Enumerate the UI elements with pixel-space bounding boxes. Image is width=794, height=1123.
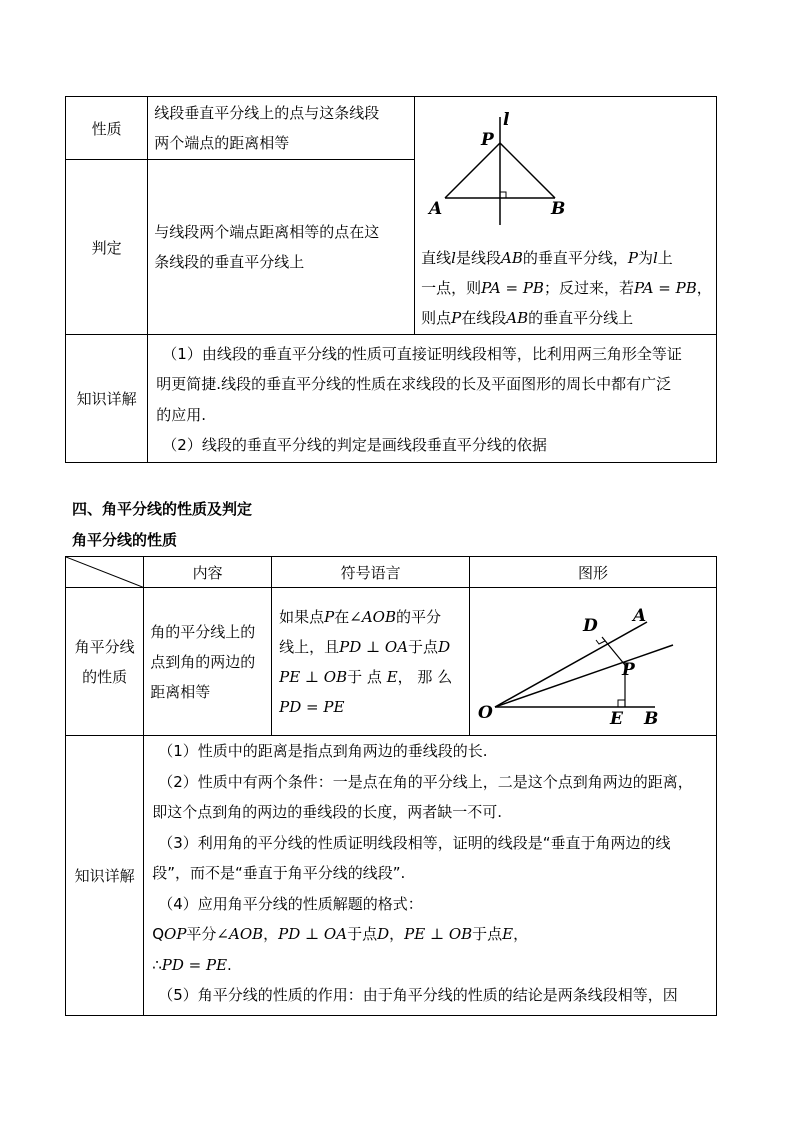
detail2-text: 于点 bbox=[347, 925, 378, 943]
perpendicular-bisector-table bbox=[65, 96, 717, 463]
label-p: P bbox=[481, 130, 494, 150]
detail2-var: ∠AOB bbox=[216, 925, 264, 943]
symbol-text: 于点 bbox=[408, 637, 439, 656]
subsection-title: 角平分线的性质 bbox=[72, 531, 178, 549]
property-label: 性质 bbox=[91, 119, 122, 138]
detail2-line-9: （5）角平分线的性质的作用：由于角平分线的性质的结论是两条线段相等，因 bbox=[158, 986, 678, 1004]
label-o: O bbox=[478, 703, 493, 723]
angle-bisector-figure bbox=[470, 588, 715, 734]
detail-line-2: 明更简捷.线段的垂直平分线的性质在求线段的长及平面图形的周长中都有广泛 bbox=[156, 375, 672, 393]
bisector-caption bbox=[421, 243, 712, 333]
bisector-figure-cell bbox=[415, 97, 717, 335]
right-angle-mark-d bbox=[596, 640, 605, 644]
symbol-text: 的平分 bbox=[395, 607, 441, 626]
segment-pa bbox=[445, 143, 500, 198]
detail2-var: OP bbox=[164, 925, 187, 943]
detail2-text: ， bbox=[263, 925, 279, 943]
label-e: E bbox=[610, 709, 624, 729]
caption-text: 为 bbox=[637, 249, 653, 267]
detail2-line-2: （2）性质中有两个条件：一是点在角的平分线上，二是这个点到角两边的距离， bbox=[158, 772, 693, 791]
perpendicular-bisector-figure bbox=[415, 97, 715, 227]
caption-line-3 bbox=[421, 303, 712, 333]
detail2-line-3: 即这个点到角的两边的垂线段的长度，两者缺一不可. bbox=[152, 803, 502, 821]
symbol-text: 在 bbox=[334, 607, 350, 626]
header-content: 内容 bbox=[144, 557, 272, 588]
detail2-text: ∴ bbox=[152, 955, 162, 974]
symbol-text: 于 点 bbox=[347, 667, 382, 686]
detail2-line-4: （3）利用角的平分线的性质证明线段相等，证明的线段是“垂直于角两边的线 bbox=[158, 833, 671, 852]
caption-text: 的垂直平分线上 bbox=[528, 309, 634, 327]
content-line-2: 点到角的两边的 bbox=[150, 652, 256, 671]
symbol-text: 如果点 bbox=[279, 607, 325, 626]
detail2-text-cell bbox=[144, 736, 717, 1016]
caption-var: l bbox=[652, 249, 658, 267]
angle-bisector-table bbox=[65, 556, 717, 1016]
detail2-var: PE ⊥ OB bbox=[404, 925, 473, 943]
detail2-var: E bbox=[502, 925, 514, 943]
caption-text: 一点，则 bbox=[421, 279, 482, 297]
content-line-1: 角的平分线上的 bbox=[150, 622, 256, 641]
detail-label: 知识详解 bbox=[76, 390, 137, 408]
detail-line-1: （1）由线段的垂直平分线的性质可直接证明线段相等，比利用两三角形全等证 bbox=[162, 344, 682, 363]
row-label-line-2: 的性质 bbox=[82, 667, 128, 686]
caption-text: 是线段 bbox=[455, 249, 501, 267]
detail2-var: PD = PE bbox=[161, 955, 228, 974]
caption-text: 上 bbox=[657, 249, 673, 267]
symbol-var: PD ⊥ OA bbox=[339, 637, 409, 656]
caption-text: ；反过来，若 bbox=[543, 279, 634, 297]
symbol-line-1 bbox=[279, 602, 462, 632]
label-d: D bbox=[583, 616, 598, 636]
symbol-line-3 bbox=[279, 662, 462, 692]
content-cell bbox=[144, 588, 272, 736]
bisector-op bbox=[495, 645, 673, 707]
caption-var: l bbox=[451, 249, 456, 267]
detail2-text: ， bbox=[513, 925, 529, 943]
judgement-label: 判定 bbox=[91, 238, 122, 257]
segment-pb bbox=[500, 143, 555, 198]
detail-text-cell bbox=[148, 335, 717, 463]
judgement-text-line-1: 与线段两个端点距离相等的点在这 bbox=[154, 223, 380, 241]
symbol-line-2 bbox=[279, 632, 462, 662]
caption-line-1 bbox=[421, 243, 712, 273]
property-label-cell bbox=[66, 97, 148, 160]
right-angle-mark bbox=[500, 192, 506, 198]
detail2-line-5: 段”，而不是“垂直于角平分线的线段”. bbox=[152, 864, 406, 882]
symbol-var: PE ⊥ OB bbox=[279, 667, 348, 686]
caption-text: 在线段 bbox=[461, 309, 507, 327]
property-text-line-2: 两个端点的距离相等 bbox=[154, 134, 290, 152]
caption-text: ， bbox=[696, 279, 712, 297]
diagonal-header-cell bbox=[66, 557, 144, 588]
judgement-text-cell bbox=[148, 160, 415, 335]
detail2-text: 于点 bbox=[472, 925, 503, 943]
diagonal-line bbox=[66, 557, 145, 588]
detail2-var: PD ⊥ OA bbox=[278, 925, 348, 943]
label-b: B bbox=[551, 199, 566, 219]
caption-var: P bbox=[451, 309, 462, 327]
caption-text: 直线 bbox=[421, 249, 452, 267]
label-p: P bbox=[622, 660, 635, 680]
caption-text: 的垂直平分线， bbox=[522, 249, 628, 267]
property-text-line-1: 线段垂直平分线上的点与这条线段 bbox=[154, 104, 380, 122]
symbol-text: ， 那 么 bbox=[397, 667, 453, 686]
content-line-3: 距离相等 bbox=[150, 682, 211, 701]
row-label-line-1: 角平分线 bbox=[74, 637, 135, 656]
angle-figure-cell bbox=[470, 588, 717, 736]
header-symbol: 符号语言 bbox=[272, 557, 470, 588]
caption-var: PA = PB bbox=[481, 279, 544, 297]
caption-var: AB bbox=[501, 249, 523, 267]
detail2-line-1: （1）性质中的距离是指点到角两边的垂线段的长. bbox=[158, 742, 488, 760]
judgement-label-cell bbox=[66, 160, 148, 335]
symbol-var: P bbox=[324, 607, 335, 626]
caption-var: AB bbox=[506, 309, 529, 327]
caption-line-2 bbox=[421, 273, 712, 303]
caption-var: PA = PB bbox=[633, 279, 697, 297]
detail-line-4: （2）线段的垂直平分线的判定是画线段垂直平分线的依据 bbox=[162, 436, 547, 454]
symbol-var: PD = PE bbox=[279, 697, 345, 716]
detail2-line-8 bbox=[152, 950, 710, 981]
detail2-label: 知识详解 bbox=[74, 867, 135, 885]
label-a: A bbox=[633, 606, 647, 626]
symbol-var: ∠AOB bbox=[349, 607, 396, 626]
caption-text: 则点 bbox=[421, 309, 452, 327]
label-a: A bbox=[429, 199, 443, 219]
detail2-text: Q bbox=[152, 925, 165, 943]
symbol-cell bbox=[272, 588, 470, 736]
detail2-line-7 bbox=[152, 919, 710, 950]
symbol-text: 线上，且 bbox=[279, 637, 340, 656]
section-title: 四、角平分线的性质及判定 bbox=[72, 500, 253, 518]
symbol-line-4 bbox=[279, 692, 462, 722]
caption-var: P bbox=[627, 249, 638, 267]
label-b: B bbox=[644, 709, 659, 729]
detail-line-3: 的应用. bbox=[156, 405, 207, 424]
header-figure: 图形 bbox=[470, 557, 717, 588]
right-angle-mark-e bbox=[618, 700, 625, 707]
judgement-text-line-2: 条线段的垂直平分线上 bbox=[154, 253, 305, 271]
detail2-text: . bbox=[227, 955, 232, 974]
detail2-var: D bbox=[377, 925, 390, 943]
property-text-cell bbox=[148, 97, 415, 160]
detail2-text: 平分 bbox=[186, 925, 217, 943]
detail-label-cell bbox=[66, 335, 148, 463]
detail2-line-6: （4）应用角平分线的性质解题的格式： bbox=[158, 894, 423, 913]
detail2-text: ， bbox=[389, 925, 405, 943]
row-label-cell bbox=[66, 588, 144, 736]
symbol-var: D bbox=[438, 637, 451, 656]
label-l: l bbox=[503, 110, 510, 130]
detail2-label-cell bbox=[66, 736, 144, 1016]
symbol-var: E bbox=[386, 667, 398, 686]
